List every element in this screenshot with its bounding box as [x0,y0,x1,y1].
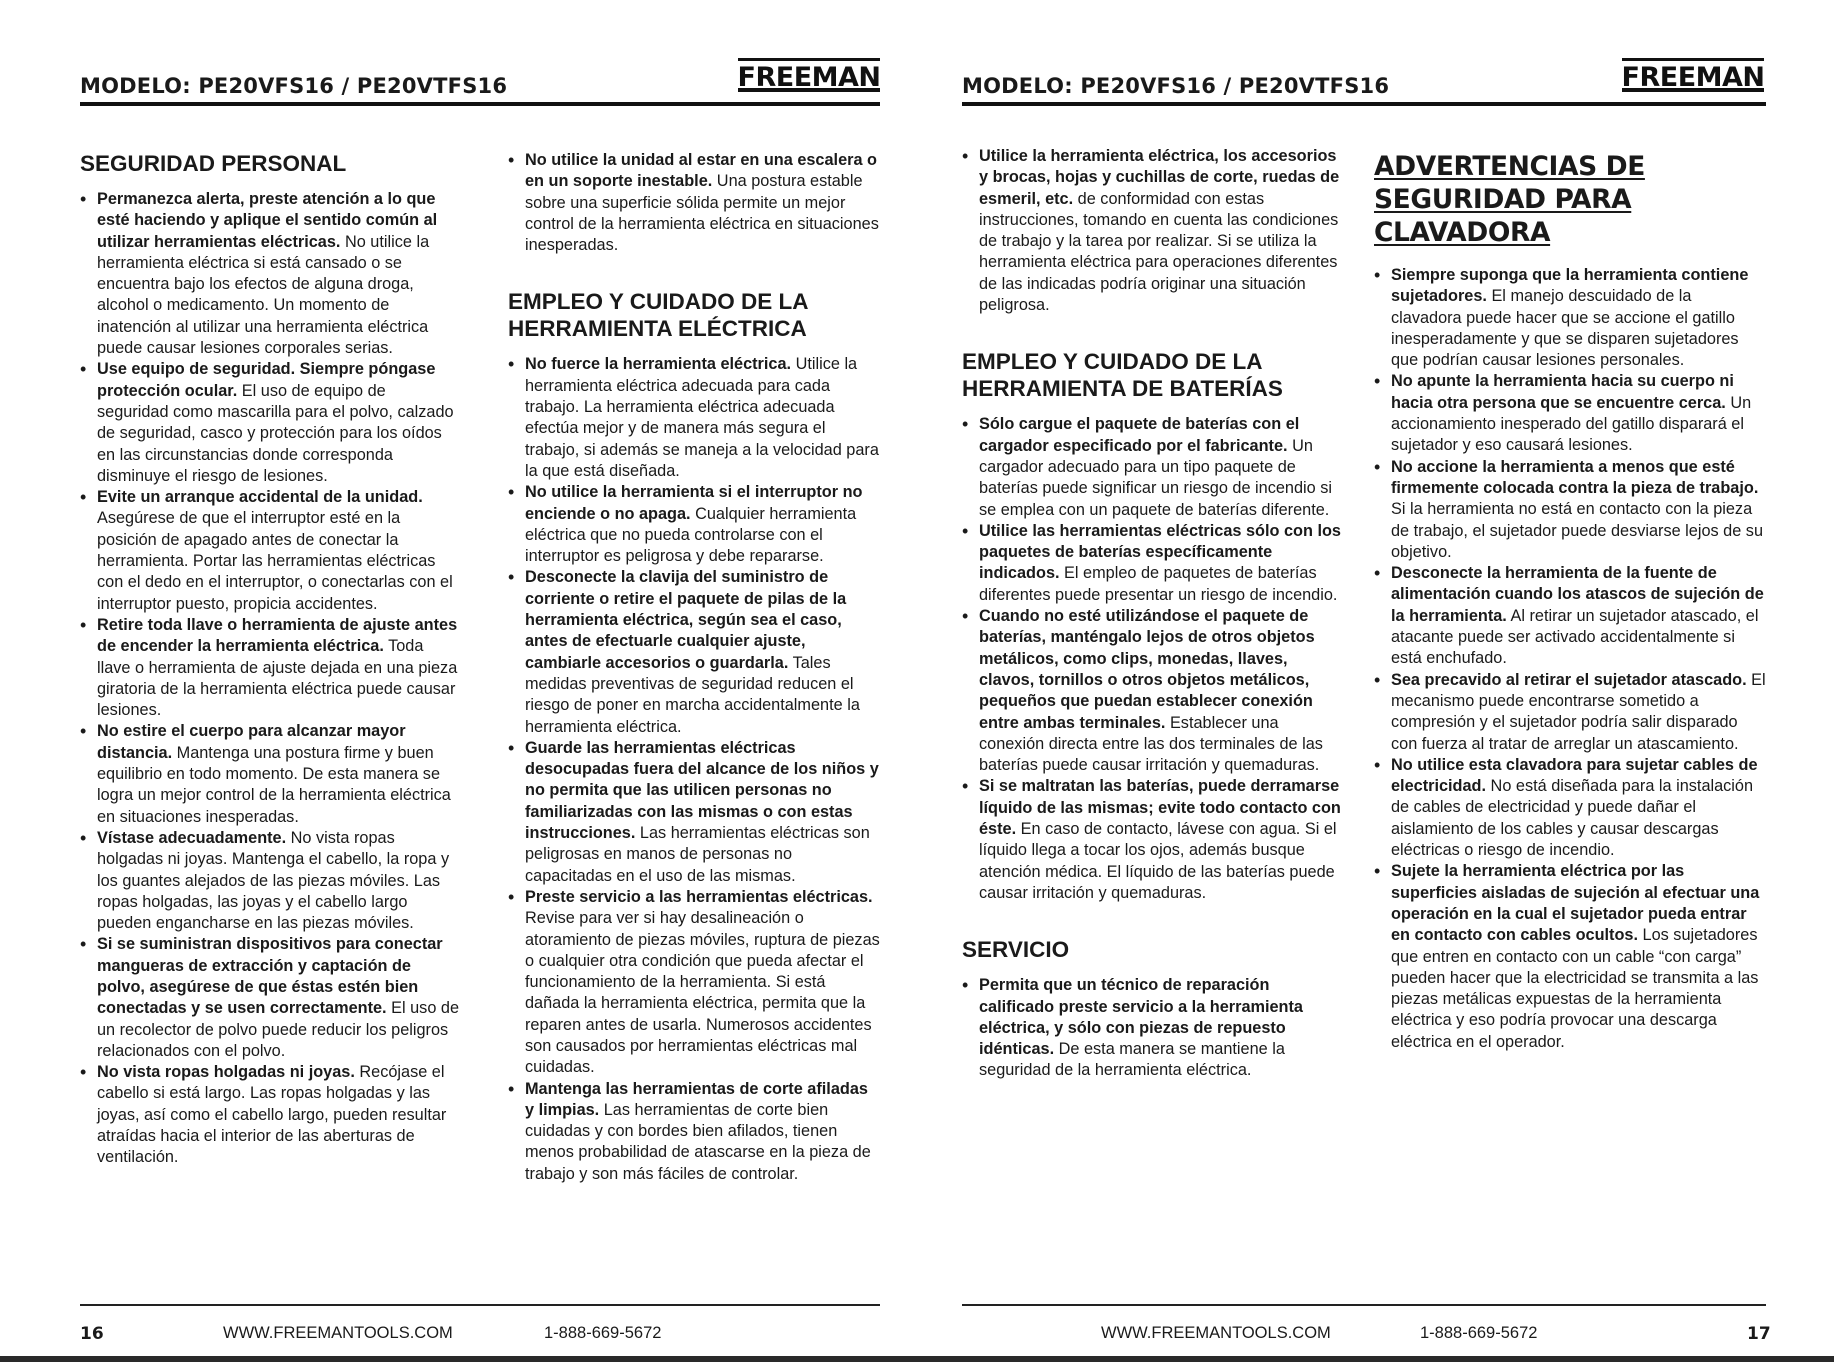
bullet-item-body: Establecer una conexión directa entre las dos terminales de las baterías puede causar irritación y quemaduras. [979,713,1323,775]
bullet-item-bold-lead: No utilice esta clavadora para sujetar cables de electricidad. [1391,755,1758,796]
left-column-1 [80,150,460,1169]
footer-phone: 1-888-669-5672 [1420,1324,1538,1342]
bullet-item-body: No está diseñada para la instalación de cables de electricidad y puede dañar el aislamiento de los cables y causar descargas eléctricas o riesgo de incendio. [1391,777,1754,860]
bullet-item-body: El uso de un recolector de polvo puede reducir los peligros relacionados con el polvo. [97,999,460,1060]
bullet-item-bold-lead: Utilice la herramienta eléctrica, los accesorios y brocas, hojas y cuchillas de corte, ruedas de esmeril, etc. [979,147,1340,208]
bullet-item-bold-lead: No vista ropas holgadas ni joyas. [97,1063,355,1082]
footer-rule [962,1304,1766,1306]
bullet-item-body: Al retirar un sujetador atascado, el atacante puede ser activado accidentalmente si está enchufado. [1391,606,1759,668]
bullet-item-bold-lead: Cuando no esté utilizándose el paquete de baterías, manténgalo lejos de otros objetos metálicos, como clips, monedas, llaves, clavos, tornillos o otros objetos metálicos, pequeños que puedan establecer conexión entre ambas terminales. [979,607,1315,732]
bullet-item-bold-lead: Desconecte la herramienta de la fuente de alimentación cuando los atascos de sujeción de la herramienta. [1391,564,1764,625]
bullet-item [80,721,460,827]
bullet-item-body: Utilice la herramienta eléctrica adecuada para cada trabajo. La herramienta eléctrica adecuada efectúa mejor y de manera más segura el trabajo, si además se maneja a la velocidad para la que está diseñada. [525,355,879,480]
bullet-item-body: El uso de equipo de seguridad como mascarilla para el polvo, calzado de seguridad, casco y protección para los oídos en las circunstancias donde corresponda disminuye el riesgo de lesiones. [97,381,454,485]
right-column-1 [962,146,1342,1082]
bullet-item-bold-lead: Sólo cargue el paquete de baterías con el cargador especificado por el fabricante. [979,415,1300,455]
left-column-2 [508,150,880,1185]
right-page [917,0,1834,1362]
bullet-item-body: Un accionamiento inesperado del gatillo disparará el sujetador y eso causará lesiones. [1391,393,1752,455]
bullet-item [1374,670,1766,755]
footer-website: WWW.FREEMANTOOLS.COM [223,1324,453,1342]
bullet-list [80,189,460,1169]
bullet-item [508,887,880,1079]
freeman-logo-graphic [1622,58,1766,92]
bullet-item-body: Asegúrese de que el interruptor esté en la posición de apagado antes de conectar la herramienta. Portar las herramientas eléctricas con el dedo en el interruptor, o conectarlas con el interruptor puesto, propicia accidentes. [97,509,453,613]
bullet-item [508,482,880,567]
bullet-item-bold-lead: No utilice la unidad al estar en una escalera o en un soporte inestable. [525,151,877,191]
section-heading-power-tool-use: EMPLEO Y CUIDADO DE LA HERRAMIENTA ELÉCTRICA [508,289,808,342]
bullet-item-bold-lead: Permanezca alerta, preste atención a lo que esté haciendo y aplique el sentido común al utilizar herramientas eléctricas. [97,190,438,251]
bullet-item-body: Cualquier herramienta eléctrica que no pueda controlarse con el interruptor es peligrosa y debe repararse. [525,504,857,566]
bullet-item-bold-lead: Si se suministran dispositivos para conectar mangueras de extracción y captación de polvo, asegúrese de que éstas estén bien conectadas y se usen correctamente. [97,935,443,1018]
bullet-item-bold-lead: Mantenga las herramientas de corte afiladas y limpias. [525,1079,868,1119]
bullet-item-body: Si la herramienta no está en contacto con la pieza de trabajo, el sujetador puede desviarse lejos de su objetivo. [1391,500,1763,561]
bullet-item-body: De esta manera se mantiene la seguridad de la herramienta eléctrica. [979,1040,1285,1080]
bullet-item-body: El empleo de paquetes de baterías diferentes puede presentar un riesgo de incendio. [979,564,1338,604]
page-number: 17 [1747,1324,1771,1344]
footer-rule [80,1304,880,1306]
model-label: MODELO: PE20VFS16 / PE20VTFS16 [962,74,1390,98]
bullet-item-bold-lead: Vístase adecuadamente. [97,828,287,847]
bullet-item-bold-lead: Evite un arranque accidental de la unidad. [97,488,423,507]
bullet-item-body: El mecanismo puede encontrarse sometido a compresión y el sujetador podría salir disparado con fuerza al tratar de arreglar un atascamiento. [1391,670,1766,753]
bullet-item [80,487,460,615]
bullet-item-body: En caso de contacto, lávese con agua. Si el líquido llega a tocar los ojos, además busque atención médica. El líquido de las baterías puede causar irritación y quemaduras. [979,820,1337,902]
bullet-item [508,354,880,482]
section-heading-personal-safety: SEGURIDAD PERSONAL [80,151,347,176]
bullet-item-body: Las herramientas eléctricas son peligrosas en manos de personas no capacitadas en el uso de las mismas. [525,824,870,885]
bullet-item [1374,563,1766,669]
footer-phone: 1-888-669-5672 [544,1324,662,1342]
bullet-item-body: Toda llave o herramienta de ajuste dejada en una pieza giratoria de la herramienta eléctrica puede causar lesiones. [97,637,458,720]
bullet-item-body: Una postura estable sobre una superficie sólida permite un mejor control de la herramienta eléctrica en situaciones inesperadas. [525,172,879,255]
bullet-list [508,354,880,1185]
bullet-item [80,934,460,1062]
bullet-item-bold-lead: Utilice las herramientas eléctricas sólo con los paquetes de baterías específicamente indicados. [979,521,1341,583]
scan-edge-bar [0,1356,1834,1362]
bullet-item-body: Mantenga una postura firme y buen equilibrio en todo momento. De esta manera se logra un mejor control de la herramienta eléctrica en situaciones inesperadas. [97,743,451,826]
bullet-item [962,521,1342,606]
bullet-item [962,776,1342,904]
page-number: 16 [80,1324,104,1344]
bullet-item [1374,457,1766,563]
bullet-item [962,414,1342,520]
freeman-logo [738,58,882,92]
bullet-item [962,975,1342,1081]
bullet-item [508,1079,880,1185]
bullet-item-body: Recójase el cabello si está largo. Las ropas holgadas y las joyas, así como el cabello largo, pueden resultar atraídas hacia el interior de las aberturas de ventilación. [97,1063,447,1167]
bullet-item [962,606,1342,776]
bullet-item [1374,861,1766,1053]
bullet-list [508,150,880,256]
bullet-item [80,189,460,359]
bullet-list [962,414,1342,904]
freeman-logo-graphic [738,58,882,92]
bullet-item-bold-lead: No accione la herramienta a menos que esté firmemente colocada contra la pieza de trabajo. [1391,457,1759,497]
bullet-item-body: Un cargador adecuado para un tipo paquete de baterías puede significar un riesgo de incendio si se emplea con un paquete de baterías diferente. [979,436,1332,519]
bullet-list [962,146,1342,316]
freeman-logo [1622,58,1766,92]
bullet-item [1374,371,1766,456]
bullet-item [80,615,460,721]
bullet-list [962,975,1342,1081]
logo-text: FREEMAN [738,62,881,92]
bullet-item [508,150,880,256]
bullet-item [508,567,880,737]
bullet-item-bold-lead: No estire el cuerpo para alcanzar mayor distancia. [97,722,406,762]
bullet-item-bold-lead: No fuerce la herramienta eléctrica. [525,355,792,374]
bullet-item-body: de conformidad con estas instrucciones, tomando en cuenta las condiciones de trabajo y la tarea por realizar. Si se utiliza la herramienta eléctrica para operaciones diferentes de las indicadas podría originar una situación peligrosa. [979,189,1339,315]
bullet-item-bold-lead: Sujete la herramienta eléctrica por las superficies aisladas de sujeción al efectuar una operación en la cual el sujetador pueda entrar en contacto con cables ocultos. [1391,862,1760,945]
bullet-item [80,828,460,934]
header-rule [962,102,1766,106]
bullet-item-bold-lead: Preste servicio a las herramientas eléctricas. [525,887,873,906]
bullet-list [1374,265,1766,1053]
bullet-item-bold-lead: Use equipo de seguridad. Siempre póngase protección ocular. [97,360,436,400]
bullet-item-body: Revise para ver si hay desalineación o atoramiento de piezas móviles, ruptura de piezas o cualquier otra condición que pueda afectar el funcionamiento de la herramienta. Si está dañada la herramienta eléctrica, permita que la reparen antes de usarla. Numerosos accidentes son causados por herramientas eléctricas mal cuidadas. [525,909,880,1077]
bullet-item-bold-lead: Desconecte la clavija del suministro de corriente o retire el paquete de pilas de la herramienta eléctrica, según sea el caso, antes de efectuarle cualquier ajuste, cambiarle accesorios o guardarla. [525,568,847,672]
bullet-item-bold-lead: Siempre suponga que la herramienta contiene sujetadores. [1391,266,1749,306]
section-heading-battery-tool-use: EMPLEO Y CUIDADO DE LA HERRAMIENTA DE BATERÍAS [962,349,1283,402]
bullet-item-bold-lead: Permita que un técnico de reparación calificado preste servicio a la herramienta eléctrica, y sólo con piezas de repuesto idénticas. [979,976,1303,1059]
bullet-item-body: No vista ropas holgadas ni joyas. Mantenga el cabello, la ropa y los guantes alejados de las piezas móviles. Las ropas holgadas, las joyas y el cabello largo pueden engancharse en las piezas móviles. [97,828,450,933]
bullet-item [1374,755,1766,861]
bullet-item-bold-lead: Si se maltratan las baterías, puede derramarse líquido de las mismas; evite todo contacto con éste. [979,777,1341,839]
bullet-item [1374,265,1766,371]
bullet-item-bold-lead: No apunte la herramienta hacia su cuerpo ni hacia otra persona que se encuentre cerca. [1391,372,1734,412]
footer-website: WWW.FREEMANTOOLS.COM [1101,1324,1331,1342]
bullet-item-body: No utilice la herramienta eléctrica si está cansado o se encuentra bajo los efectos de alguna droga, alcohol o medicamento. Un momento de inatención al utilizar una herramienta eléctrica puede causar lesiones corporales serias. [97,232,430,358]
bullet-item-body: Las herramientas de corte bien cuidadas y con bordes bien afilados, tienen menos probabilidad de atascarse en la pieza de trabajo y son más fáciles de controlar. [525,1100,871,1183]
model-label: MODELO: PE20VFS16 / PE20VTFS16 [80,74,508,98]
bullet-item [80,1062,460,1168]
bullet-item-bold-lead: Guarde las herramientas eléctricas desocupadas fuera del alcance de los niños y no permita que las utilicen personas no familiarizadas con las mismas o con estas instrucciones. [525,738,879,843]
bullet-item-bold-lead: No utilice la herramienta si el interruptor no enciende o no apaga. [525,483,863,523]
bullet-item [962,146,1342,316]
bullet-item [80,359,460,487]
bullet-item [508,738,880,887]
header-rule [80,102,880,106]
bullet-item-body: El manejo descuidado de la clavadora puede hacer que se accione el gatillo inesperadamente y que se disparen sujetadores que podrían causar lesiones personales. [1391,287,1739,370]
bullet-item-bold-lead: Retire toda llave o herramienta de ajuste antes de encender la herramienta eléctrica. [97,615,458,656]
bullet-item-body: Tales medidas preventivas de seguridad reducen el riesgo de poner en marcha accidentalmente la herramienta eléctrica. [525,653,860,736]
bullet-item-bold-lead: Sea precavido al retirar el sujetador atascado. [1391,670,1747,689]
logo-text: FREEMAN [1622,62,1765,92]
bullet-item-body: Los sujetadores que entren en contacto con un cable “con carga” pueden hacer que la electricidad se transmita a las piezas metálicas expuestas de la herramienta eléctrica y eso podría provocar una descarga eléctrica en el operador. [1391,926,1759,1051]
section-heading-service: SERVICIO [962,937,1070,963]
right-column-2 [1374,146,1766,1053]
section-heading-nailer-warnings: ADVERTENCIAS DE SEGURIDAD PARA CLAVADORA [1374,151,1645,248]
